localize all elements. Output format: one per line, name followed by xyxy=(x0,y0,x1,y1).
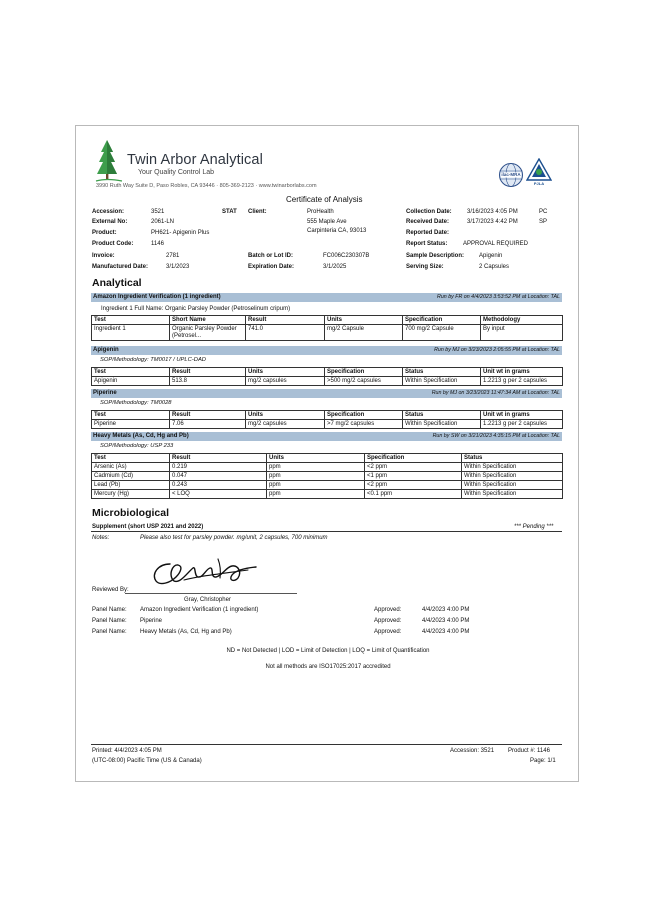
panel-3-label: Panel Name: xyxy=(92,629,127,635)
serving-size-label: Serving Size: xyxy=(406,264,444,270)
microbiological-heading: Microbiological xyxy=(92,507,170,519)
cell-status: Within Specification xyxy=(462,463,563,472)
signature-line xyxy=(125,593,297,594)
header-short-name: Short Name xyxy=(170,316,246,325)
stat-flag: STAT xyxy=(222,209,237,215)
piperine-title: Piperine xyxy=(93,390,117,396)
serving-size-value: 2 Capsules xyxy=(479,264,510,270)
heavy-metals-title: Heavy Metals (As, Cd, Hg and Pb) xyxy=(93,433,189,439)
piperine-run: Run by MJ on 3/23/2023 11:47:34 AM at Location: TAL xyxy=(431,390,560,396)
header-specification: Specification xyxy=(365,454,462,463)
header-status: Status xyxy=(403,368,481,377)
reviewed-by-label: Reviewed By: xyxy=(92,587,129,593)
lab-address: 3990 Ruth Way Suite D, Paso Robles, CA 93446 · 805-369-2123 · www.twinarborlabs.com xyxy=(96,183,317,189)
cell-units: ppm xyxy=(267,463,365,472)
document-title: Certificate of Analysis xyxy=(286,195,363,204)
panel-2-name: Piperine xyxy=(140,618,163,624)
table-row xyxy=(92,481,563,490)
header-test: Test xyxy=(92,316,170,325)
tree-icon xyxy=(94,138,124,184)
cell-test: Apigenin xyxy=(92,377,170,386)
amazon-verification-run: Run by FR on 4/4/2023 3:53:52 PM at Location: TAL xyxy=(437,294,560,300)
piperine-bar xyxy=(91,389,562,398)
timezone: (UTC-08:00) Pacific Time (US & Canada) xyxy=(92,758,202,764)
report-status-label: Report Status: xyxy=(406,241,448,247)
product-value: PH621- Apigenin Plus xyxy=(151,230,210,236)
header-test: Test xyxy=(92,368,170,377)
expiration-value: 3/1/2025 xyxy=(323,264,347,270)
cell-short-name xyxy=(170,325,246,341)
apigenin-run: Run by MJ on 3/23/2023 2:05:55 PM at Location: TAL xyxy=(434,347,560,353)
footer-rule xyxy=(91,744,562,745)
amazon-verification-table xyxy=(91,315,563,341)
short-name-line-1: Organic Parsley Powder xyxy=(172,325,237,332)
heavy-metals-run: Run by SW on 3/21/2023 4:35:15 PM at Location: TAL xyxy=(432,433,560,439)
received-date-label: Received Date: xyxy=(406,219,450,225)
external-label: External No: xyxy=(92,219,128,225)
cell-units: ppm xyxy=(267,490,365,499)
short-name-line-2: (Petrosel... xyxy=(172,332,202,339)
client-address-2: Carpinteria CA, 93013 xyxy=(307,228,367,234)
header-methodology: Methodology xyxy=(481,316,563,325)
batch-label: Batch or Lot ID: xyxy=(248,253,293,259)
table-row xyxy=(92,463,563,472)
header-status: Status xyxy=(462,454,563,463)
lab-name: Twin Arbor Analytical xyxy=(127,152,263,168)
apigenin-title: Apigenin xyxy=(93,347,119,353)
cell-specification: 700 mg/2 Capsule xyxy=(403,325,481,341)
table-row xyxy=(92,490,563,499)
notes-label: Notes: xyxy=(92,535,110,541)
header-units: Units xyxy=(246,368,325,377)
heavy-metals-table xyxy=(91,453,563,499)
printed-date: Printed: 4/4/2023 4:05 PM xyxy=(92,748,162,754)
table-header-row xyxy=(92,316,563,325)
accession-value: 3521 xyxy=(151,209,165,215)
header-unit-wt: Unit wt in grams xyxy=(481,411,563,420)
footer-product-number: Product #: 1146 xyxy=(508,748,550,754)
table-row xyxy=(92,472,563,481)
cell-units: ppm xyxy=(267,481,365,490)
lab-tagline: Your Quality Control Lab xyxy=(138,169,215,176)
panel-3-approved-date: 4/4/2023 4:00 PM xyxy=(422,629,470,635)
mfg-date-value: 3/1/2023 xyxy=(166,264,190,270)
cell-result: 0.219 xyxy=(170,463,267,472)
header-result: Result xyxy=(170,411,246,420)
cell-test: Arsenic (As) xyxy=(92,463,170,472)
abbreviation-legend: ND = Not Detected | LOD = Limit of Detection | LOQ = Limit of Quantification xyxy=(226,648,430,654)
expiration-label: Expiration Date: xyxy=(248,264,295,270)
cell-status: Within Specification xyxy=(462,490,563,499)
cell-specification: >7 mg/2 capsules xyxy=(325,420,403,429)
panel-1-approved-date: 4/4/2023 4:00 PM xyxy=(422,607,470,613)
cell-test: Cadmium (Cd) xyxy=(92,472,170,481)
batch-value: FC006C230307B xyxy=(323,253,370,259)
header-test: Test xyxy=(92,411,170,420)
accreditation-note: Not all methods are ISO17025:2017 accredited xyxy=(265,664,391,670)
panel-1-label: Panel Name: xyxy=(92,607,127,613)
cell-result: 7.06 xyxy=(170,420,246,429)
apigenin-table xyxy=(91,367,563,386)
reviewer-name: Gray, Christopher xyxy=(184,597,231,603)
product-code-label: Product Code: xyxy=(92,241,134,247)
header-test: Test xyxy=(92,454,170,463)
header-units: Units xyxy=(325,316,403,325)
pending-status: *** Pending *** xyxy=(514,524,554,530)
cell-specification: <1 ppm xyxy=(365,472,462,481)
mfg-date-label: Manufactured Date: xyxy=(92,264,149,270)
cell-status: Within Specification xyxy=(403,377,481,386)
cell-specification: <0.1 ppm xyxy=(365,490,462,499)
reviewer-signature xyxy=(148,550,266,590)
signature-image xyxy=(148,550,266,590)
certificate-page xyxy=(75,125,579,782)
supplement-label: Supplement (short USP 2021 and 2022) xyxy=(92,524,204,530)
sample-description-label: Sample Description: xyxy=(406,253,465,259)
pjla-triangle-icon xyxy=(526,158,552,182)
cell-methodology: By input xyxy=(481,325,563,341)
analytical-heading: Analytical xyxy=(92,277,142,289)
footer-accession: Accession: 3521 xyxy=(450,748,495,754)
heavy-metals-bar xyxy=(91,432,562,441)
panel-3-name: Heavy Metals (As, Cd, Hg and Pb) xyxy=(140,629,232,635)
cell-units: mg/2 capsules xyxy=(246,377,325,386)
external-value: 2061-LN xyxy=(151,219,175,225)
header-specification: Specification xyxy=(325,411,403,420)
product-label: Product: xyxy=(92,230,117,236)
table-header-row xyxy=(92,454,563,463)
product-code-value: 1146 xyxy=(151,241,164,247)
ilac-label: ilac-MRA xyxy=(501,172,521,177)
heavy-metals-sop: SOP/Methodology: USP 233 xyxy=(100,443,174,449)
header-result: Result xyxy=(170,454,267,463)
header-units: Units xyxy=(246,411,325,420)
notes-text: Please also test for parsley powder. mg/unit, 2 capsules, 700 minimum xyxy=(140,535,328,541)
reported-date-label: Reported Date: xyxy=(406,230,450,236)
client-name: ProHealth xyxy=(307,209,334,215)
cell-test: Lead (Pb) xyxy=(92,481,170,490)
panel-1-approved-label: Approved: xyxy=(374,607,402,613)
apigenin-bar xyxy=(91,346,562,355)
cell-result: 741.0 xyxy=(246,325,325,341)
invoice-label: Invoice: xyxy=(92,253,115,259)
table-header-row xyxy=(92,368,563,377)
lab-logo xyxy=(94,138,124,184)
table-row xyxy=(92,377,563,386)
header-status: Status xyxy=(403,411,481,420)
received-date-value: 3/17/2023 4:42 PM xyxy=(467,219,518,225)
cell-specification: >500 mg/2 capsules xyxy=(325,377,403,386)
cell-status: Within Specification xyxy=(462,472,563,481)
ilac-mra-badge xyxy=(498,162,524,188)
header-unit-wt: Unit wt in grams xyxy=(481,368,563,377)
cell-test: Piperine xyxy=(92,420,170,429)
cell-test: Ingredient 1 xyxy=(92,325,170,341)
client-label: Client: xyxy=(248,209,267,215)
panel-2-approved-date: 4/4/2023 4:00 PM xyxy=(422,618,470,624)
cell-units: ppm xyxy=(267,472,365,481)
cell-test: Mercury (Hg) xyxy=(92,490,170,499)
header-result: Result xyxy=(246,316,325,325)
cell-unit-wt: 1.2213 g per 2 capsules xyxy=(481,420,563,429)
received-code: SP xyxy=(539,219,548,225)
collection-date-value: 3/16/2023 4:05 PM xyxy=(467,209,518,215)
accession-label: Accession: xyxy=(92,209,125,215)
cell-result: 0.047 xyxy=(170,472,267,481)
sample-description-value: Apigenin xyxy=(479,253,503,259)
page-number: Page: 1/1 xyxy=(530,758,556,764)
cell-units: mg/2 capsules xyxy=(246,420,325,429)
pjla-label: PJLA xyxy=(533,181,545,186)
cell-units: mg/2 Capsule xyxy=(325,325,403,341)
apigenin-sop: SOP/Methodology: TM0017 / UPLC-DAD xyxy=(100,357,206,363)
piperine-sop: SOP/Methodology: TM0028 xyxy=(100,400,172,406)
header-specification: Specification xyxy=(403,316,481,325)
collection-code: PC xyxy=(539,209,548,215)
amazon-verification-bar xyxy=(91,293,562,302)
table-row xyxy=(92,325,563,341)
cell-result: 0.243 xyxy=(170,481,267,490)
cell-status: Within Specification xyxy=(462,481,563,490)
panel-2-label: Panel Name: xyxy=(92,618,127,624)
header-units: Units xyxy=(267,454,365,463)
collection-date-label: Collection Date: xyxy=(406,209,452,215)
invoice-value: 2781 xyxy=(166,253,180,259)
cell-result: < LOQ xyxy=(170,490,267,499)
header-result: Result xyxy=(170,368,246,377)
header-specification: Specification xyxy=(325,368,403,377)
ingredient-full-name: Ingredient 1 Full Name: Organic Parsley Powder (Petroselinum cripum) xyxy=(101,306,291,312)
cell-status: Within Specification xyxy=(403,420,481,429)
cell-specification: <2 ppm xyxy=(365,481,462,490)
report-status-value: APPROVAL REQUIRED xyxy=(463,241,529,247)
panel-2-approved-label: Approved: xyxy=(374,618,402,624)
cell-result: 513.8 xyxy=(170,377,246,386)
supplement-rule xyxy=(91,531,562,532)
pjla-badge xyxy=(526,158,552,188)
amazon-verification-title: Amazon Ingredient Verification (1 ingredient) xyxy=(93,294,221,300)
client-address-1: 555 Maple Ave xyxy=(307,219,347,225)
cell-unit-wt: 1.2213 g per 2 capsules xyxy=(481,377,563,386)
panel-3-approved-label: Approved: xyxy=(374,629,402,635)
table-header-row xyxy=(92,411,563,420)
panel-1-name: Amazon Ingredient Verification (1 ingredient) xyxy=(140,607,259,613)
cell-specification: <2 ppm xyxy=(365,463,462,472)
table-row xyxy=(92,420,563,429)
piperine-table xyxy=(91,410,563,429)
